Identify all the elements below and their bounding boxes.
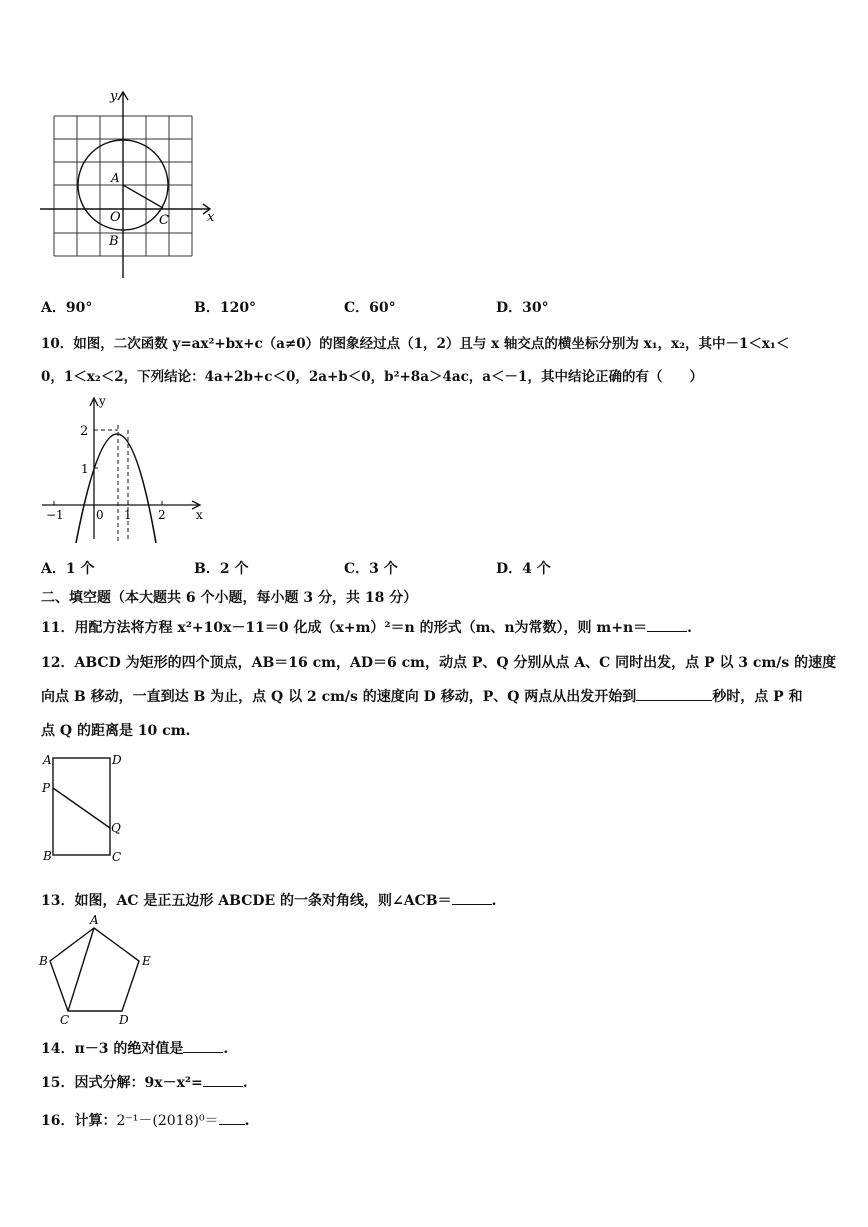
- q15-text: 15．因式分解：9x－x²=: [41, 1075, 203, 1091]
- tick-x-neg1: −1: [46, 508, 64, 522]
- q12-stem-line3: 点 Q 的距离是 10 cm.: [41, 723, 191, 739]
- q13-pentagon-figure: [36, 913, 161, 1028]
- q16-prefix: 16．计算：: [41, 1113, 117, 1129]
- q14-end: .: [223, 1041, 229, 1057]
- q13-answer-blank[interactable]: [452, 890, 492, 905]
- label-y: y: [110, 89, 118, 104]
- label-B: B: [109, 234, 119, 249]
- q13-text: 13．如图，AC 是正五边形 ABCDE 的一条对角线，则∠ACB＝: [41, 893, 452, 909]
- q14-answer-blank[interactable]: [183, 1038, 223, 1053]
- label-B: B: [39, 954, 48, 968]
- q16-question: [41, 1110, 249, 1130]
- q15-answer-blank[interactable]: [203, 1072, 243, 1087]
- q10-stem-line2: 0，1＜x₂＜2，下列结论：4a+2b+c＜0，2a+b＜0，b²+8a＞4ac，a＜－1，其中结论正确的有（ ）: [41, 369, 703, 385]
- q12-answer-blank[interactable]: [636, 686, 712, 701]
- q14-text: 14．π－3 的绝对值是: [41, 1041, 184, 1057]
- q11-answer-blank[interactable]: [647, 617, 687, 632]
- label-C: C: [60, 1013, 70, 1027]
- q9-option-c[interactable]: C．60°: [344, 300, 396, 316]
- parabola-curve: [76, 434, 156, 543]
- tick-y-2: 2: [80, 424, 89, 439]
- q11-question: [41, 617, 692, 637]
- q15-end: .: [242, 1075, 248, 1091]
- q10-option-a[interactable]: A．1 个: [41, 561, 95, 577]
- label-y: y: [99, 394, 106, 408]
- label-A: A: [111, 171, 120, 185]
- section-heading-fill-in: 二、填空题（本大题共 6 个小题，每小题 3 分，共 18 分）: [41, 590, 418, 606]
- q12-rectangle-figure: [38, 748, 138, 868]
- q12-stem-line1: 12．ABCD 为矩形的四个顶点，AB＝16 cm，AD＝6 cm，动点 P、Q 分别从点 A、C 同时出发，点 P 以 3 cm/s 的速度: [41, 655, 837, 671]
- q9-option-b[interactable]: B．120°: [194, 300, 257, 316]
- q9-circle-figure: [38, 88, 218, 283]
- label-A: A: [43, 753, 52, 767]
- q13-end: .: [491, 893, 497, 909]
- q13-question: [41, 890, 496, 910]
- q15-question: [41, 1072, 248, 1092]
- q12-line2a: 向点 B 移动，一直到达 B 为止，点 Q 以 2 cm/s 的速度向 D 移动，P、Q 两点从出发开始到: [41, 689, 637, 705]
- label-O: O: [110, 210, 121, 225]
- segment-PQ: [53, 788, 110, 828]
- q11-end: .: [687, 620, 693, 636]
- q12-line2b: 秒时，点 P 和: [712, 689, 803, 705]
- tick-x-1: 1: [124, 508, 132, 522]
- q10-parabola-figure: [38, 393, 213, 543]
- diagonal-AC: [68, 928, 94, 1011]
- q9-option-a[interactable]: A．90°: [41, 300, 93, 316]
- q10-option-b[interactable]: B．2 个: [194, 561, 249, 577]
- q16-answer-blank[interactable]: [219, 1110, 245, 1125]
- label-P: P: [42, 781, 51, 795]
- radius-AC: [123, 185, 163, 208]
- label-C: C: [159, 213, 169, 228]
- label-Q: Q: [111, 821, 121, 835]
- q10-stem-line1: 10．如图，二次函数 y=ax²+bx+c（a≠0）的图象经过点（1，2）且与 x 轴交点的横坐标分别为 x₁，x₂，其中－1＜x₁＜: [41, 336, 790, 352]
- pentagon-ABCDE: [50, 928, 139, 1011]
- label-D: D: [119, 1013, 129, 1027]
- q14-question: [41, 1038, 228, 1058]
- tick-y-1: 1: [81, 462, 89, 476]
- label-B: B: [43, 849, 52, 863]
- label-x: x: [207, 210, 215, 225]
- label-A: A: [90, 913, 99, 927]
- q10-option-c[interactable]: C．3 个: [344, 561, 398, 577]
- label-D: D: [112, 753, 122, 767]
- q9-option-d[interactable]: D．30°: [496, 300, 549, 316]
- q10-option-d[interactable]: D．4 个: [496, 561, 551, 577]
- q12-stem-line2: [41, 686, 803, 706]
- tick-x-0: 0: [96, 508, 104, 522]
- q16-end: .: [244, 1113, 250, 1129]
- label-x: x: [196, 508, 203, 522]
- q16-expression: 2⁻¹－(2018)⁰＝: [116, 1113, 219, 1129]
- q11-text: 11．用配方法将方程 x²+10x－11＝0 化成（x+m）²＝n 的形式（m、n为常数），则 m+n＝: [41, 620, 648, 636]
- label-C: C: [112, 850, 122, 864]
- label-E: E: [142, 954, 151, 968]
- rectangle-ABCD: [53, 758, 110, 855]
- tick-x-2: 2: [158, 508, 166, 522]
